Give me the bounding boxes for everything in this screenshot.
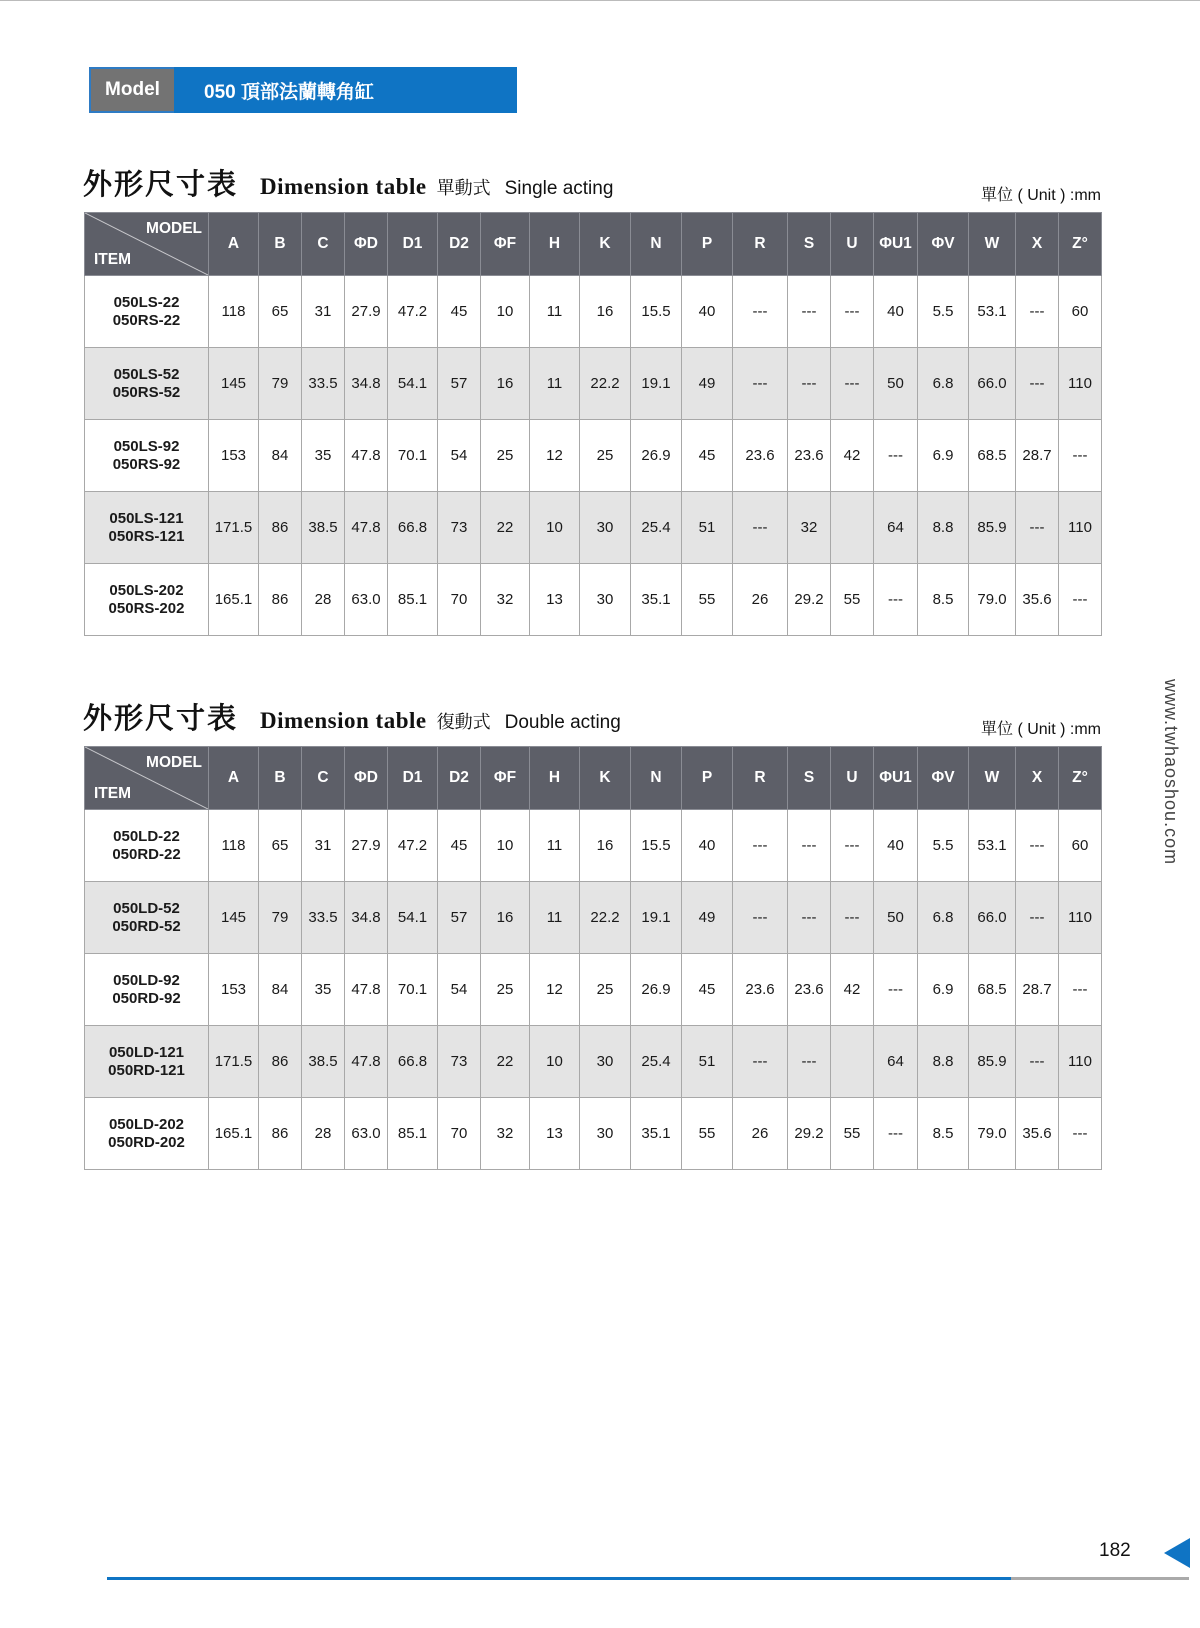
value-cell: 50 [874,882,918,954]
value-cell: 63.0 [345,1098,388,1170]
column-header: H [530,213,580,276]
value-cell: 110 [1059,882,1102,954]
value-cell: 49 [682,348,733,420]
value-cell: 13 [530,1098,580,1170]
value-cell: 40 [682,276,733,348]
column-header: S [788,213,831,276]
value-cell: 47.2 [388,810,438,882]
footer-rule-gray [1011,1577,1189,1580]
item-cell [85,882,209,954]
column-header: ΦU1 [874,213,918,276]
value-cell: 50 [874,348,918,420]
value-cell: --- [788,1026,831,1098]
single-unit: 單位 ( Unit ) :mm [981,187,1101,204]
value-cell: 66.8 [388,492,438,564]
value-cell: 68.5 [969,420,1016,492]
value-cell: --- [1016,810,1059,882]
page-number: 182 [1099,1540,1131,1561]
value-cell: 11 [530,882,580,954]
single-type-cn: 單動式 [436,178,491,198]
item-left-model: 050LS-52 [113,365,180,383]
value-cell: 30 [580,564,631,636]
value-cell: 34.8 [345,882,388,954]
value-cell: 55 [682,564,733,636]
value-cell: --- [1059,420,1102,492]
value-cell: 64 [874,1026,918,1098]
value-cell: 12 [530,420,580,492]
value-cell: --- [733,492,788,564]
column-header: K [580,213,631,276]
item-cell [85,276,209,348]
value-cell: --- [733,1026,788,1098]
value-cell: 65 [259,276,302,348]
value-cell: 153 [209,954,259,1026]
value-cell: 47.2 [388,276,438,348]
value-cell: 8.5 [918,564,969,636]
top-rule [0,0,1200,1]
item-right-model: 050RS-92 [112,455,181,473]
value-cell: 54 [438,420,481,492]
value-cell: 65 [259,810,302,882]
value-cell: 19.1 [631,882,682,954]
value-cell: --- [788,810,831,882]
item-right-model: 050RS-121 [108,527,185,545]
value-cell: 79 [259,882,302,954]
item-left-model: 050LD-92 [113,971,180,989]
double-type-en: Double acting [504,712,621,733]
single-section-title [83,162,613,203]
double-section-title [83,696,621,737]
value-cell: --- [831,276,874,348]
value-cell: 171.5 [209,1026,259,1098]
value-cell: 54 [438,954,481,1026]
value-cell: 40 [874,810,918,882]
value-cell: 86 [259,1026,302,1098]
item-right-model: 050RD-202 [108,1133,185,1151]
value-cell: 22.2 [580,348,631,420]
item-left-model: 050LD-202 [108,1115,185,1133]
table-row [85,954,1102,1026]
model-label: Model [89,67,174,113]
value-cell: 53.1 [969,810,1016,882]
value-cell: 110 [1059,492,1102,564]
item-left-model: 050LD-52 [113,899,180,917]
value-cell: 32 [481,1098,530,1170]
value-cell: 22 [481,1026,530,1098]
table-row [85,420,1102,492]
value-cell: 11 [530,810,580,882]
value-cell: 40 [682,810,733,882]
value-cell: 73 [438,492,481,564]
single-title-cn: 外形尺寸表 [83,167,239,201]
column-header: ΦF [481,747,530,810]
column-header: ΦF [481,213,530,276]
value-cell: 51 [682,492,733,564]
value-cell: 55 [831,564,874,636]
value-cell: 57 [438,348,481,420]
value-cell: 31 [302,810,345,882]
value-cell: 10 [481,810,530,882]
value-cell [831,492,874,564]
column-header: ΦU1 [874,747,918,810]
value-cell: 45 [438,276,481,348]
value-cell: 70.1 [388,954,438,1026]
column-header: R [733,747,788,810]
value-cell: 86 [259,492,302,564]
column-header: D2 [438,213,481,276]
value-cell: 8.8 [918,492,969,564]
value-cell: --- [1016,1026,1059,1098]
value-cell: 145 [209,882,259,954]
value-cell: 165.1 [209,1098,259,1170]
value-cell: 8.5 [918,1098,969,1170]
item-right-model: 050RS-22 [112,311,181,329]
value-cell: --- [733,276,788,348]
value-cell: 49 [682,882,733,954]
value-cell: 110 [1059,348,1102,420]
value-cell [831,1026,874,1098]
value-cell: 35.1 [631,1098,682,1170]
value-cell: 70 [438,564,481,636]
column-header: U [831,747,874,810]
value-cell: 54.1 [388,882,438,954]
value-cell: 5.5 [918,810,969,882]
value-cell: 34.8 [345,348,388,420]
value-cell: --- [831,810,874,882]
value-cell: 33.5 [302,882,345,954]
value-cell: 38.5 [302,1026,345,1098]
column-header: D1 [388,213,438,276]
value-cell: 42 [831,954,874,1026]
value-cell: 27.9 [345,276,388,348]
header-row [85,213,1102,276]
value-cell: 35.1 [631,564,682,636]
value-cell: 22.2 [580,882,631,954]
table-row [85,564,1102,636]
item-cell [85,810,209,882]
value-cell: 30 [580,1098,631,1170]
column-header: Z° [1059,747,1102,810]
table-row [85,1098,1102,1170]
double-unit: 單位 ( Unit ) :mm [981,721,1101,738]
value-cell: 35.6 [1016,1098,1059,1170]
column-header: R [733,213,788,276]
value-cell: --- [733,882,788,954]
model-item-corner [85,747,209,810]
page-arrow-icon [1164,1538,1190,1568]
value-cell: --- [874,1098,918,1170]
value-cell: 38.5 [302,492,345,564]
column-header: N [631,213,682,276]
value-cell: 29.2 [788,1098,831,1170]
table-row [85,276,1102,348]
value-cell: 118 [209,810,259,882]
value-cell: 84 [259,420,302,492]
value-cell: 66.0 [969,882,1016,954]
item-left-model: 050LD-121 [108,1043,185,1061]
value-cell: --- [1016,882,1059,954]
column-header: P [682,747,733,810]
value-cell: 31 [302,276,345,348]
value-cell: --- [788,348,831,420]
value-cell: 85.9 [969,1026,1016,1098]
value-cell: 6.8 [918,348,969,420]
value-cell: 27.9 [345,810,388,882]
value-cell: 32 [788,492,831,564]
column-header: U [831,213,874,276]
single-dimension-table [84,212,1102,636]
column-header: C [302,213,345,276]
value-cell: 79 [259,348,302,420]
column-header: X [1016,747,1059,810]
value-cell: --- [831,348,874,420]
value-cell: --- [788,882,831,954]
column-header: ΦV [918,747,969,810]
corner-item-label: ITEM [94,251,132,268]
value-cell: 16 [580,276,631,348]
double-type-cn: 復動式 [436,712,491,732]
table-row [85,348,1102,420]
value-cell: 47.8 [345,954,388,1026]
value-cell: 25.4 [631,492,682,564]
item-right-model: 050RD-52 [112,917,181,935]
value-cell: 30 [580,1026,631,1098]
value-cell: 8.8 [918,1026,969,1098]
value-cell: 11 [530,276,580,348]
value-cell: --- [1016,276,1059,348]
item-right-model: 050RD-121 [108,1061,185,1079]
column-header: N [631,747,682,810]
column-header: B [259,213,302,276]
value-cell: 35 [302,954,345,1026]
value-cell: 53.1 [969,276,1016,348]
column-header: W [969,747,1016,810]
value-cell: 165.1 [209,564,259,636]
single-type-en: Single acting [504,178,614,199]
model-title: 050 頂部法蘭轉角缸 [174,67,517,113]
value-cell: 60 [1059,810,1102,882]
value-cell: 32 [481,564,530,636]
value-cell: --- [1016,348,1059,420]
value-cell: 35.6 [1016,564,1059,636]
value-cell: 6.9 [918,420,969,492]
item-cell [85,1098,209,1170]
table-row [85,810,1102,882]
value-cell: 28.7 [1016,954,1059,1026]
value-cell: --- [733,810,788,882]
value-cell: 63.0 [345,564,388,636]
value-cell: 51 [682,1026,733,1098]
value-cell: 85.9 [969,492,1016,564]
item-right-model: 050RD-22 [112,845,181,863]
table-row [85,492,1102,564]
value-cell: 47.8 [345,492,388,564]
value-cell: 25 [580,420,631,492]
value-cell: 12 [530,954,580,1026]
value-cell: 70 [438,1098,481,1170]
value-cell: 85.1 [388,564,438,636]
value-cell: 19.1 [631,348,682,420]
value-cell: 110 [1059,1026,1102,1098]
website-url: www.twhaoshou.com [1161,679,1181,866]
model-header [89,67,517,113]
value-cell: 13 [530,564,580,636]
value-cell: 26.9 [631,420,682,492]
column-header: K [580,747,631,810]
value-cell: 29.2 [788,564,831,636]
value-cell: --- [1059,564,1102,636]
column-header: H [530,747,580,810]
value-cell: 15.5 [631,810,682,882]
value-cell: --- [788,276,831,348]
value-cell: 70.1 [388,420,438,492]
value-cell: 86 [259,1098,302,1170]
single-title-en: Dimension table [260,174,427,199]
item-left-model: 050LS-92 [113,437,180,455]
item-right-model: 050RS-52 [112,383,181,401]
double-dimension-table [84,746,1102,1170]
value-cell: 86 [259,564,302,636]
column-header: S [788,747,831,810]
value-cell: 42 [831,420,874,492]
value-cell: --- [831,882,874,954]
value-cell: --- [1016,492,1059,564]
value-cell: --- [1059,954,1102,1026]
value-cell: 6.8 [918,882,969,954]
value-cell: 45 [682,954,733,1026]
value-cell: 33.5 [302,348,345,420]
value-cell: 118 [209,276,259,348]
column-header: ΦV [918,213,969,276]
value-cell: 26 [733,564,788,636]
value-cell: 55 [682,1098,733,1170]
value-cell: --- [1059,1098,1102,1170]
value-cell: 25 [481,420,530,492]
value-cell: 26.9 [631,954,682,1026]
column-header: W [969,213,1016,276]
value-cell: 15.5 [631,276,682,348]
value-cell: 23.6 [733,420,788,492]
value-cell: 25 [580,954,631,1026]
value-cell: 68.5 [969,954,1016,1026]
value-cell: 16 [481,882,530,954]
value-cell: 64 [874,492,918,564]
value-cell: 26 [733,1098,788,1170]
item-left-model: 050LS-22 [113,293,180,311]
item-right-model: 050RS-202 [108,599,185,617]
value-cell: 28.7 [1016,420,1059,492]
value-cell: 30 [580,492,631,564]
value-cell: 28 [302,564,345,636]
value-cell: 60 [1059,276,1102,348]
value-cell: 85.1 [388,1098,438,1170]
value-cell: 10 [530,1026,580,1098]
value-cell: --- [733,348,788,420]
value-cell: 22 [481,492,530,564]
value-cell: 171.5 [209,492,259,564]
item-left-model: 050LS-202 [109,581,184,599]
value-cell: 47.8 [345,1026,388,1098]
value-cell: 10 [530,492,580,564]
value-cell: 66.0 [969,348,1016,420]
value-cell: 45 [438,810,481,882]
corner-model-label: MODEL [146,220,202,237]
item-left-model: 050LS-121 [109,509,184,527]
column-header: B [259,747,302,810]
column-header: A [209,747,259,810]
value-cell: 6.9 [918,954,969,1026]
value-cell: 25 [481,954,530,1026]
value-cell: 66.8 [388,1026,438,1098]
footer-rule-blue [107,1577,1011,1580]
column-header: D1 [388,747,438,810]
value-cell: 16 [481,348,530,420]
corner-model-label: MODEL [146,754,202,771]
value-cell: 47.8 [345,420,388,492]
double-title-en: Dimension table [260,708,427,733]
value-cell: 153 [209,420,259,492]
item-cell [85,492,209,564]
column-header: D2 [438,747,481,810]
value-cell: 55 [831,1098,874,1170]
value-cell: --- [874,420,918,492]
value-cell: 23.6 [788,954,831,1026]
column-header: ΦD [345,213,388,276]
column-header: Z° [1059,213,1102,276]
value-cell: 5.5 [918,276,969,348]
value-cell: 84 [259,954,302,1026]
value-cell: 45 [682,420,733,492]
value-cell: 79.0 [969,1098,1016,1170]
value-cell: --- [874,954,918,1026]
corner-item-label: ITEM [94,785,132,802]
value-cell: 35 [302,420,345,492]
value-cell: 16 [580,810,631,882]
column-header: P [682,213,733,276]
value-cell: 23.6 [788,420,831,492]
value-cell: 145 [209,348,259,420]
item-cell [85,1026,209,1098]
value-cell: --- [874,564,918,636]
item-cell [85,348,209,420]
column-header: ΦD [345,747,388,810]
item-cell [85,564,209,636]
item-right-model: 050RD-92 [112,989,181,1007]
column-header: X [1016,213,1059,276]
item-cell [85,954,209,1026]
value-cell: 79.0 [969,564,1016,636]
table-row [85,1026,1102,1098]
model-item-corner [85,213,209,276]
item-left-model: 050LD-22 [113,827,180,845]
value-cell: 23.6 [733,954,788,1026]
value-cell: 40 [874,276,918,348]
item-cell [85,420,209,492]
value-cell: 10 [481,276,530,348]
table-row [85,882,1102,954]
value-cell: 57 [438,882,481,954]
value-cell: 25.4 [631,1026,682,1098]
header-row [85,747,1102,810]
column-header: C [302,747,345,810]
value-cell: 11 [530,348,580,420]
column-header: A [209,213,259,276]
value-cell: 54.1 [388,348,438,420]
value-cell: 28 [302,1098,345,1170]
double-title-cn: 外形尺寸表 [83,701,239,735]
value-cell: 73 [438,1026,481,1098]
